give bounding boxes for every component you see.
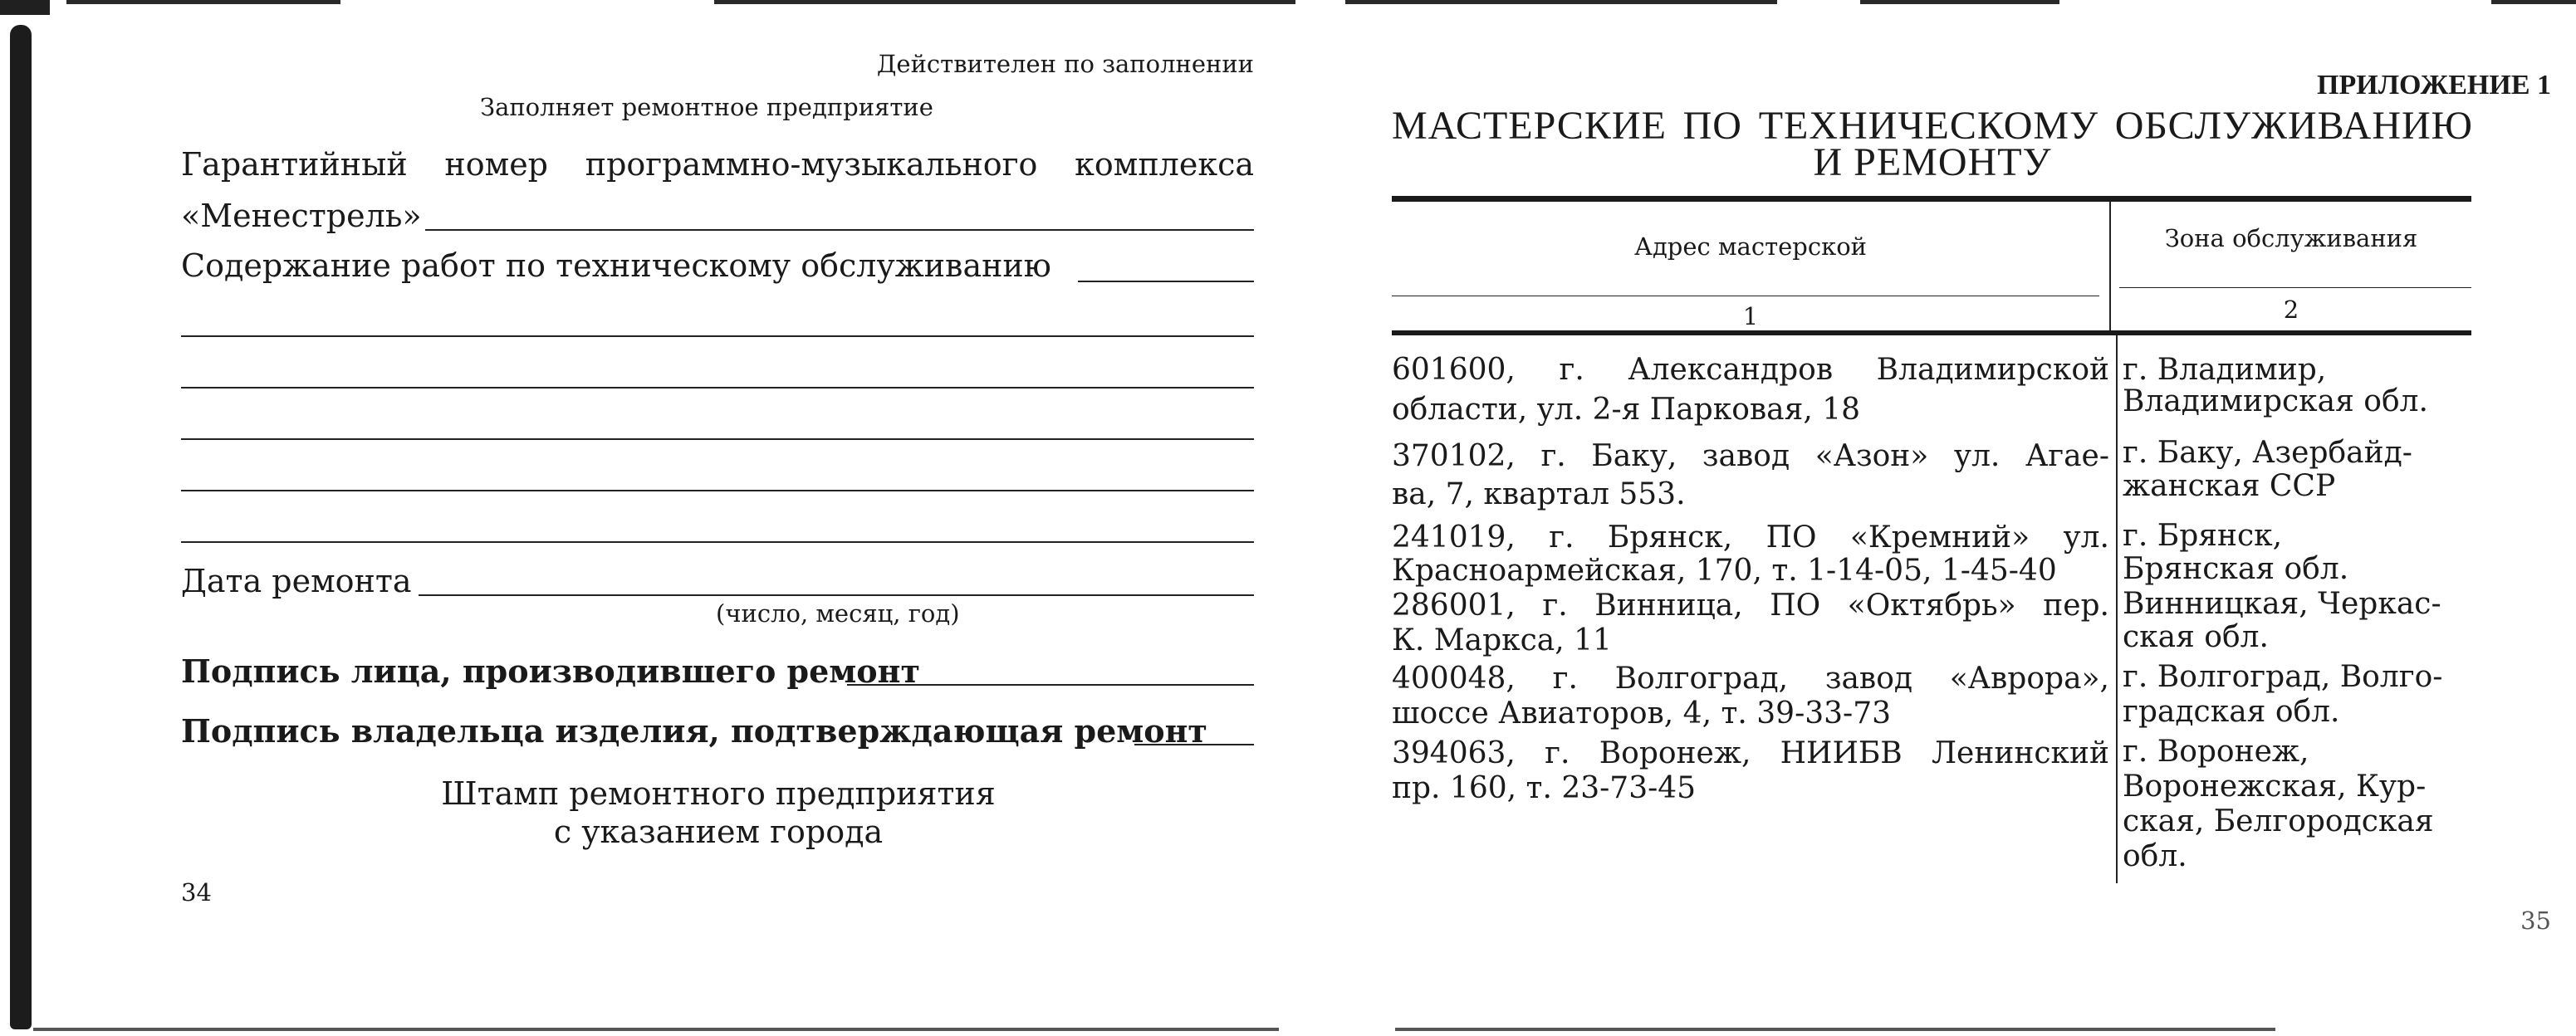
page-number: 34 <box>181 878 212 906</box>
filled-by-note: Заполняет ремонтное предприятие <box>480 93 933 121</box>
page-title: И РЕМОНТУ <box>1813 140 2052 184</box>
warranty-label: Гарантийный номер программно-музыкального комплекса <box>181 146 1254 183</box>
zone-cell: г. Волгоград, Волго- <box>2123 660 2443 694</box>
page-title: МАСТЕРСКИЕ ПО ТЕХНИЧЕСКОМУ ОБСЛУЖИВАНИЮ <box>1392 104 2473 148</box>
warranty-number-field[interactable] <box>425 229 1254 231</box>
stamp-caption: Штамп ремонтного предприятия <box>441 775 996 812</box>
contents-field[interactable] <box>1078 281 1254 282</box>
zone-cell: г. Брянск, <box>2123 519 2283 553</box>
contents-field-line[interactable] <box>181 490 1254 491</box>
zone-cell: г. Баку, Азербайд- <box>2123 436 2412 470</box>
address-cell: шоссе Авиаторов, 4, т. 39-33-73 <box>1392 696 1892 731</box>
repair-date-field[interactable] <box>419 594 1254 596</box>
zone-cell: Брянская обл. <box>2123 552 2349 586</box>
column-divider <box>2116 335 2118 883</box>
zone-cell: градская обл. <box>2123 695 2340 729</box>
contents-field-line[interactable] <box>181 335 1254 337</box>
address-cell: 241019, г. Брянск, ПО «Кремний» ул. <box>1392 520 2109 555</box>
stamp-caption: с указанием города <box>553 814 884 850</box>
contents-field-line[interactable] <box>181 387 1254 388</box>
zone-cell: г. Владимир, <box>2123 353 2327 387</box>
zone-cell: ская, Белгородская <box>2123 804 2434 838</box>
column-header-address: Адрес мастерской <box>1633 232 1868 261</box>
zone-cell: обл. <box>2123 839 2187 873</box>
address-cell: ва, 7, квартал 553. <box>1392 477 1686 511</box>
address-cell: К. Маркса, 11 <box>1392 623 1612 657</box>
page-number: 35 <box>2520 906 2551 935</box>
owner-signature-label: Подпись владельца изделия, подтверждающая ремонт <box>181 712 1207 750</box>
zone-cell: г. Воронеж, <box>2123 735 2309 769</box>
column-number-1: 1 <box>1742 302 1759 330</box>
date-format-hint: (число, месяц, год) <box>716 599 960 628</box>
address-cell: области, ул. 2-я Парковая, 18 <box>1392 393 1861 427</box>
table-top-rule <box>1392 196 2471 202</box>
column-number-2: 2 <box>2283 296 2299 324</box>
warranty-label-name: «Менестрель» <box>181 198 422 234</box>
address-cell: 601600, г. Александров Владимирской <box>1392 353 2109 387</box>
contents-field-line[interactable] <box>181 541 1254 543</box>
contents-field-line[interactable] <box>181 438 1254 440</box>
address-cell: пр. 160, т. 23-73-45 <box>1392 771 1697 805</box>
appendix-label: ПРИЛОЖЕНИЕ 1 <box>2317 70 2551 100</box>
zone-cell: Винницкая, Черкас- <box>2123 587 2441 621</box>
address-cell: 370102, г. Баку, завод «Азон» ул. Агае- <box>1392 439 2109 473</box>
contents-label: Содержание работ по техническому обслуживанию <box>181 247 1051 284</box>
address-cell: Красноармейская, 170, т. 1-14-05, 1-45-40 <box>1392 554 2057 588</box>
column-header-zone: Зона обслуживания <box>2164 224 2418 252</box>
repair-date-label: Дата ремонта <box>181 563 412 599</box>
owner-signature-field[interactable] <box>1134 744 1254 745</box>
repairer-signature-label: Подпись лица, производившего ремонт <box>181 652 921 690</box>
header-rule <box>2119 287 2471 288</box>
address-cell: 400048, г. Волгоград, завод «Аврора», <box>1392 662 2109 696</box>
zone-cell: жанская ССР <box>2123 469 2336 503</box>
right-page <box>1329 0 2576 1036</box>
address-cell: 286001, г. Винница, ПО «Октябрь» пер. <box>1392 589 2109 623</box>
zone-cell: ская обл. <box>2123 620 2269 654</box>
zone-cell: Воронежская, Кур- <box>2123 770 2427 804</box>
address-cell: 394063, г. Воронеж, НИИБВ Ленинский <box>1392 736 2109 770</box>
table-header-rule <box>1392 330 2471 335</box>
repairer-signature-field[interactable] <box>847 684 1254 686</box>
zone-cell: Владимирская обл. <box>2123 384 2428 418</box>
valid-note: Действителен по заполнении <box>876 50 1254 78</box>
